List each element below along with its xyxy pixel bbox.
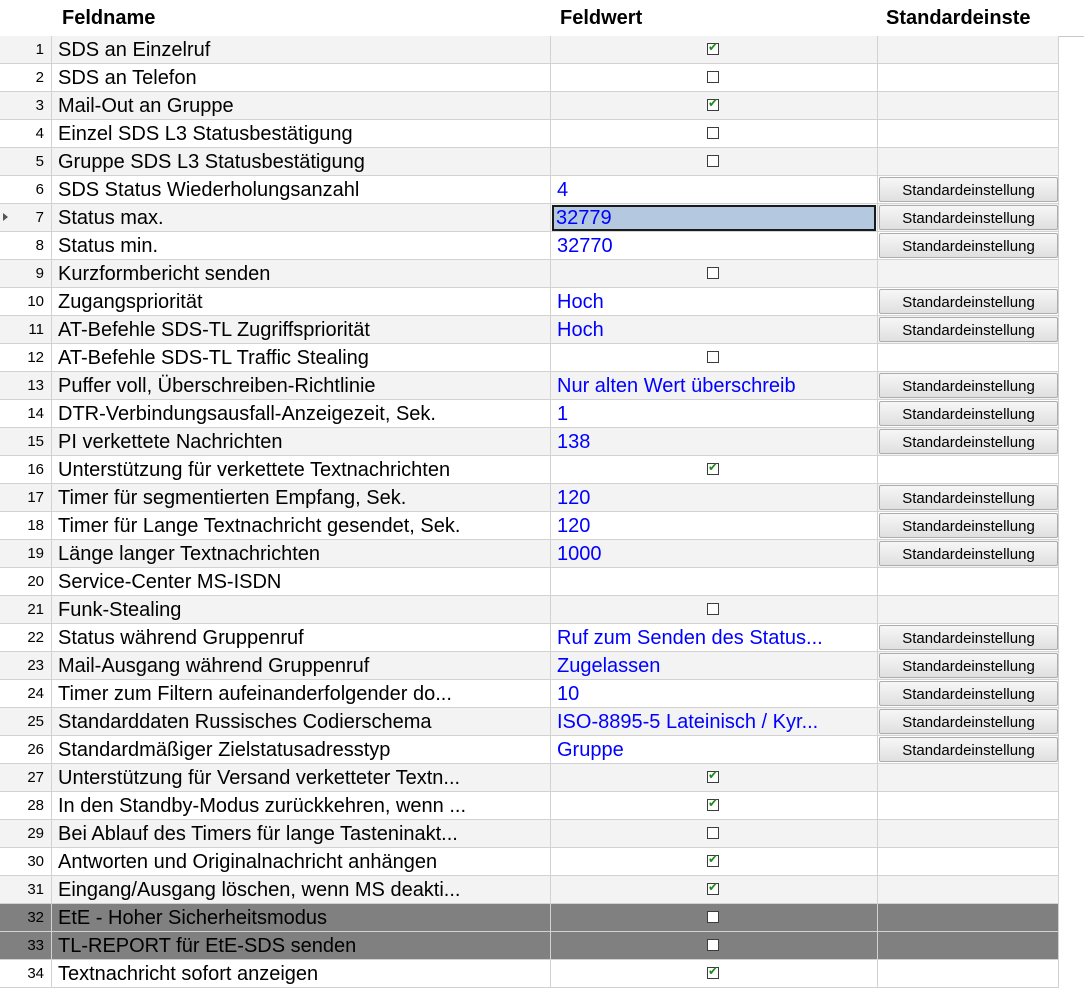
- field-value-text: 32770: [557, 235, 613, 257]
- field-value-text: Hoch: [557, 291, 604, 313]
- field-value-cell[interactable]: [550, 484, 877, 512]
- standardeinstellung-button[interactable]: Standardeinstellung: [879, 681, 1058, 706]
- default-setting-cell: [877, 568, 1059, 596]
- row-number[interactable]: 23: [27, 657, 44, 674]
- standardeinstellung-button[interactable]: Standardeinstellung: [879, 233, 1058, 258]
- field-value-cell[interactable]: [550, 512, 877, 540]
- field-value-cell[interactable]: [550, 736, 877, 764]
- standardeinstellung-button[interactable]: Standardeinstellung: [879, 289, 1058, 314]
- field-name-cell[interactable]: [51, 288, 550, 316]
- field-name-text: Unterstützung für verkettete Textnachrichten: [58, 459, 451, 481]
- field-value-cell[interactable]: [550, 204, 877, 232]
- field-name-text: SDS Status Wiederholungsanzahl: [58, 179, 360, 201]
- field-name-text: Status min.: [58, 235, 159, 257]
- field-value-cell[interactable]: [550, 596, 877, 624]
- default-setting-cell: [877, 876, 1059, 904]
- field-name-text: SDS an Einzelruf: [58, 39, 211, 61]
- table-row[interactable]: [0, 204, 1059, 232]
- standardeinstellung-button[interactable]: Standardeinstellung: [879, 485, 1058, 510]
- checkmark-icon: ✔: [708, 852, 719, 866]
- default-setting-cell: [877, 848, 1059, 876]
- field-name-text: Länge langer Textnachrichten: [58, 543, 321, 565]
- field-value-cell[interactable]: [550, 960, 877, 988]
- default-setting-cell: [877, 260, 1059, 288]
- field-name-text: Gruppe SDS L3 Statusbestätigung: [58, 151, 365, 173]
- checkmark-icon: ✔: [708, 964, 719, 978]
- field-name-text: Unterstützung für Versand verketteter Textn...: [58, 767, 461, 789]
- field-name-text: AT-Befehle SDS-TL Traffic Stealing: [58, 347, 369, 369]
- field-name-cell[interactable]: [51, 876, 550, 904]
- field-name-text: Status max.: [58, 207, 164, 229]
- row-number[interactable]: 16: [27, 461, 44, 478]
- row-number[interactable]: 32: [27, 909, 44, 926]
- field-name-cell[interactable]: [51, 764, 550, 792]
- field-name-text: PI verkettete Nachrichten: [58, 431, 283, 453]
- table-row[interactable]: [0, 848, 1059, 876]
- default-setting-cell: [877, 456, 1059, 484]
- field-value-cell[interactable]: [550, 288, 877, 316]
- field-value-cell[interactable]: [550, 848, 877, 876]
- field-value-cell[interactable]: [550, 904, 877, 932]
- field-name-text: DTR-Verbindungsausfall-Anzeigezeit, Sek.: [58, 403, 436, 425]
- standardeinstellung-button[interactable]: Standardeinstellung: [879, 177, 1058, 202]
- field-name-text: Textnachricht sofort anzeigen: [58, 963, 319, 985]
- field-value-cell[interactable]: [550, 456, 877, 484]
- default-setting-cell: [877, 176, 1059, 204]
- field-name-text: Antworten und Originalnachricht anhängen: [58, 851, 438, 873]
- field-name-cell[interactable]: [51, 792, 550, 820]
- checkbox-unchecked-icon[interactable]: [707, 155, 719, 167]
- default-setting-cell: [877, 764, 1059, 792]
- checkmark-icon: ✔: [708, 460, 719, 474]
- field-name-text: Standarddaten Russisches Codierschema: [58, 711, 432, 733]
- field-name-cell[interactable]: [51, 372, 550, 400]
- field-value-cell[interactable]: [550, 400, 877, 428]
- standardeinstellung-button[interactable]: Standardeinstellung: [879, 709, 1058, 734]
- default-setting-cell: [877, 232, 1059, 260]
- table-row[interactable]: [0, 316, 1059, 344]
- field-name-text: SDS an Telefon: [58, 67, 197, 89]
- row-number[interactable]: 7: [35, 209, 44, 226]
- default-setting-cell: [877, 64, 1059, 92]
- field-name-cell[interactable]: [51, 652, 550, 680]
- field-value-cell[interactable]: [550, 568, 877, 596]
- default-setting-cell: [877, 204, 1059, 232]
- field-name-cell[interactable]: [51, 204, 550, 232]
- field-value-cell[interactable]: [550, 92, 877, 120]
- field-name-cell[interactable]: [51, 148, 550, 176]
- default-setting-cell: [877, 736, 1059, 764]
- default-setting-cell: [877, 652, 1059, 680]
- table-row[interactable]: [0, 288, 1059, 316]
- field-name-cell[interactable]: [51, 232, 550, 260]
- table-row[interactable]: [0, 64, 1059, 92]
- table-row[interactable]: [0, 736, 1059, 764]
- field-value-cell[interactable]: [550, 36, 877, 64]
- checkbox-unchecked-icon[interactable]: [707, 267, 719, 279]
- field-name-cell[interactable]: [51, 428, 550, 456]
- table-row[interactable]: [0, 904, 1059, 932]
- field-value-cell[interactable]: [550, 876, 877, 904]
- column-header-feldname[interactable]: Feldname: [62, 7, 156, 29]
- row-number[interactable]: 5: [35, 153, 44, 170]
- checkbox-checked-icon[interactable]: [707, 40, 719, 55]
- default-setting-cell: [877, 344, 1059, 372]
- row-number[interactable]: 22: [27, 629, 44, 646]
- default-setting-cell: [877, 540, 1059, 568]
- default-setting-cell: [877, 932, 1059, 960]
- table-row[interactable]: [0, 624, 1059, 652]
- field-name-text: Bei Ablauf des Timers für lange Tasteninakt...: [58, 823, 458, 845]
- checkmark-icon: ✔: [708, 880, 719, 894]
- default-setting-cell: [877, 792, 1059, 820]
- field-name-cell[interactable]: [51, 596, 550, 624]
- column-header-standardeinstellung[interactable]: Standardeinste: [886, 7, 1031, 29]
- row-number[interactable]: 3: [35, 97, 44, 114]
- table-row[interactable]: [0, 92, 1059, 120]
- default-setting-cell: [877, 624, 1059, 652]
- row-number[interactable]: 8: [35, 237, 44, 254]
- field-name-cell[interactable]: [51, 568, 550, 596]
- field-value-cell[interactable]: [550, 316, 877, 344]
- field-value-text: 10: [557, 683, 580, 705]
- field-name-cell[interactable]: [51, 456, 550, 484]
- table-row[interactable]: [0, 960, 1059, 988]
- field-name-text: Standardmäßiger Zielstatusadresstyp: [58, 739, 391, 761]
- field-value-text: 1000: [557, 543, 602, 565]
- field-value-cell[interactable]: [550, 820, 877, 848]
- checkmark-icon: ✔: [708, 768, 719, 782]
- field-name-text: Puffer voll, Überschreiben-Richtlinie: [58, 375, 376, 397]
- field-name-text: TL-REPORT für EtE-SDS senden: [58, 935, 357, 957]
- row-number[interactable]: 18: [27, 517, 44, 534]
- table-row[interactable]: [0, 120, 1059, 148]
- field-value-text: Hoch: [557, 319, 604, 341]
- default-setting-cell: [877, 904, 1059, 932]
- table-row[interactable]: [0, 932, 1059, 960]
- row-number[interactable]: 28: [27, 797, 44, 814]
- default-setting-cell: [877, 316, 1059, 344]
- field-name-text: Status während Gruppenruf: [58, 627, 304, 649]
- checkbox-unchecked-icon[interactable]: [707, 603, 719, 615]
- default-setting-cell: [877, 484, 1059, 512]
- field-name-cell[interactable]: [51, 932, 550, 960]
- field-value-cell[interactable]: [550, 372, 877, 400]
- default-setting-cell: [877, 400, 1059, 428]
- default-setting-cell: [877, 36, 1059, 64]
- field-name-text: Einzel SDS L3 Statusbestätigung: [58, 123, 353, 145]
- checkbox-checked-icon[interactable]: [707, 852, 719, 867]
- field-name-text: Service-Center MS-ISDN: [58, 571, 282, 593]
- table-row[interactable]: [0, 176, 1059, 204]
- field-name-cell[interactable]: [51, 36, 550, 64]
- row-number[interactable]: 9: [35, 265, 44, 282]
- checkmark-icon: ✔: [708, 40, 719, 54]
- field-value-cell[interactable]: [550, 624, 877, 652]
- field-value-cell[interactable]: [550, 232, 877, 260]
- table-row[interactable]: [0, 36, 1059, 64]
- table-row[interactable]: [0, 456, 1059, 484]
- table-row[interactable]: [0, 540, 1059, 568]
- field-name-cell[interactable]: [51, 736, 550, 764]
- table-row[interactable]: [0, 792, 1059, 820]
- default-setting-cell: [877, 428, 1059, 456]
- standardeinstellung-button[interactable]: Standardeinstellung: [879, 737, 1058, 762]
- field-value-text: ISO-8895-5 Lateinisch / Kyr...: [557, 711, 819, 733]
- row-number[interactable]: 19: [27, 545, 44, 562]
- checkbox-unchecked-icon[interactable]: [707, 827, 719, 839]
- standardeinstellung-button[interactable]: Standardeinstellung: [879, 373, 1058, 398]
- standardeinstellung-button[interactable]: Standardeinstellung: [879, 513, 1058, 538]
- checkmark-icon: ✔: [708, 796, 719, 810]
- field-name-cell[interactable]: [51, 400, 550, 428]
- checkbox-unchecked-icon[interactable]: [707, 127, 719, 139]
- default-setting-cell: [877, 120, 1059, 148]
- table-row[interactable]: [0, 484, 1059, 512]
- table-row[interactable]: [0, 876, 1059, 904]
- default-setting-cell: [877, 92, 1059, 120]
- table-row[interactable]: [0, 708, 1059, 736]
- field-value-text: 32779: [556, 207, 612, 229]
- field-name-cell[interactable]: [51, 960, 550, 988]
- table-row[interactable]: [0, 260, 1059, 288]
- row-number[interactable]: 4: [35, 125, 44, 142]
- default-setting-cell: [877, 820, 1059, 848]
- field-name-text: Mail-Ausgang während Gruppenruf: [58, 655, 370, 677]
- row-number[interactable]: 2: [35, 69, 44, 86]
- column-header-feldwert[interactable]: Feldwert: [560, 7, 643, 29]
- field-value-cell[interactable]: [550, 344, 877, 372]
- table-row[interactable]: [0, 232, 1059, 260]
- field-name-text: In den Standby-Modus zurückkehren, wenn ...: [58, 795, 467, 817]
- field-name-cell[interactable]: [51, 540, 550, 568]
- field-value-cell[interactable]: [550, 792, 877, 820]
- row-number[interactable]: 17: [27, 489, 44, 506]
- field-value-text: 4: [557, 179, 569, 201]
- row-number[interactable]: 33: [27, 937, 44, 954]
- default-setting-cell: [877, 960, 1059, 988]
- checkbox-checked-icon[interactable]: [707, 96, 719, 111]
- table-row[interactable]: [0, 344, 1059, 372]
- checkbox-unchecked-icon[interactable]: [707, 911, 719, 923]
- field-name-cell[interactable]: [51, 260, 550, 288]
- checkbox-checked-icon[interactable]: [707, 964, 719, 979]
- row-number[interactable]: 20: [27, 573, 44, 590]
- row-number[interactable]: 10: [27, 293, 44, 310]
- row-number[interactable]: 11: [28, 321, 44, 338]
- field-value-text: 120: [557, 515, 591, 537]
- default-setting-cell: [877, 372, 1059, 400]
- field-name-text: Mail-Out an Gruppe: [58, 95, 234, 117]
- checkbox-unchecked-icon[interactable]: [707, 351, 719, 363]
- row-number[interactable]: 12: [27, 349, 44, 366]
- field-value-cell[interactable]: [550, 708, 877, 736]
- table-row[interactable]: [0, 596, 1059, 624]
- field-name-cell[interactable]: [51, 680, 550, 708]
- field-name-cell[interactable]: [51, 92, 550, 120]
- field-value-cell[interactable]: [550, 764, 877, 792]
- standardeinstellung-button[interactable]: Standardeinstellung: [879, 401, 1058, 426]
- table-row[interactable]: [0, 148, 1059, 176]
- row-number[interactable]: 26: [27, 741, 44, 758]
- field-value-text: Nur alten Wert überschreib: [557, 375, 796, 397]
- field-value-cell[interactable]: [550, 428, 877, 456]
- field-name-text: Kurzformbericht senden: [58, 263, 271, 285]
- field-value-cell[interactable]: [550, 932, 877, 960]
- field-name-cell[interactable]: [51, 904, 550, 932]
- field-value-cell[interactable]: [550, 148, 877, 176]
- row-number[interactable]: 30: [27, 853, 44, 870]
- row-number[interactable]: 25: [27, 713, 44, 730]
- default-setting-cell: [877, 288, 1059, 316]
- field-name-text: Funk-Stealing: [58, 599, 182, 621]
- table-row[interactable]: [0, 400, 1059, 428]
- field-value-cell[interactable]: [550, 652, 877, 680]
- field-value-text: Ruf zum Senden des Status...: [557, 627, 823, 649]
- row-number[interactable]: 21: [27, 601, 44, 618]
- row-number[interactable]: 13: [27, 377, 44, 394]
- table-row[interactable]: [0, 680, 1059, 708]
- field-name-text: Timer für segmentierten Empfang, Sek.: [58, 487, 407, 509]
- default-setting-cell: [877, 512, 1059, 540]
- field-value-text: Gruppe: [557, 739, 624, 761]
- field-value-cell[interactable]: [550, 260, 877, 288]
- field-name-text: Zugangspriorität: [58, 291, 203, 313]
- row-number[interactable]: 15: [27, 433, 44, 450]
- field-name-text: EtE - Hoher Sicherheitsmodus: [58, 907, 328, 929]
- field-name-cell[interactable]: [51, 316, 550, 344]
- field-value-cell[interactable]: [550, 680, 877, 708]
- row-number[interactable]: 27: [27, 769, 44, 786]
- field-value-text: 138: [557, 431, 591, 453]
- default-setting-cell: [877, 596, 1059, 624]
- field-name-cell[interactable]: [51, 484, 550, 512]
- table-row[interactable]: [0, 652, 1059, 680]
- checkbox-checked-icon[interactable]: [707, 460, 719, 475]
- standardeinstellung-button[interactable]: Standardeinstellung: [879, 541, 1058, 566]
- table-row[interactable]: [0, 512, 1059, 540]
- checkbox-unchecked-icon[interactable]: [707, 71, 719, 83]
- default-setting-cell: [877, 148, 1059, 176]
- field-value-cell[interactable]: [550, 120, 877, 148]
- field-name-cell[interactable]: [51, 512, 550, 540]
- row-number[interactable]: 6: [35, 181, 44, 198]
- field-name-cell[interactable]: [51, 708, 550, 736]
- field-name-text: AT-Befehle SDS-TL Zugriffspriorität: [58, 319, 370, 341]
- field-name-cell[interactable]: [51, 120, 550, 148]
- field-name-cell[interactable]: [51, 176, 550, 204]
- field-name-text: Timer zum Filtern aufeinanderfolgender do...: [58, 683, 452, 705]
- default-setting-cell: [877, 708, 1059, 736]
- standardeinstellung-button[interactable]: Standardeinstellung: [879, 317, 1058, 342]
- field-value-cell[interactable]: [550, 176, 877, 204]
- standardeinstellung-button[interactable]: Standardeinstellung: [879, 429, 1058, 454]
- standardeinstellung-button[interactable]: Standardeinstellung: [879, 653, 1058, 678]
- field-name-text: Eingang/Ausgang löschen, wenn MS deakti...: [58, 879, 461, 901]
- default-setting-cell: [877, 680, 1059, 708]
- field-name-cell[interactable]: [51, 848, 550, 876]
- field-name-text: Timer für Lange Textnachricht gesendet, Sek.: [58, 515, 461, 537]
- row-number[interactable]: 29: [27, 825, 44, 842]
- checkmark-icon: ✔: [708, 96, 719, 110]
- field-value-text: 1: [557, 403, 569, 425]
- checkbox-checked-icon[interactable]: [707, 768, 719, 783]
- row-number[interactable]: 31: [27, 881, 44, 898]
- table-row[interactable]: [0, 372, 1059, 400]
- field-name-cell[interactable]: [51, 344, 550, 372]
- checkbox-unchecked-icon[interactable]: [707, 939, 719, 951]
- row-number[interactable]: 14: [27, 405, 44, 422]
- field-name-cell[interactable]: [51, 624, 550, 652]
- checkbox-checked-icon[interactable]: [707, 796, 719, 811]
- checkbox-checked-icon[interactable]: [707, 880, 719, 895]
- field-value-cell[interactable]: [550, 64, 877, 92]
- standardeinstellung-button[interactable]: Standardeinstellung: [879, 625, 1058, 650]
- field-value-text: Zugelassen: [557, 655, 661, 677]
- table-row[interactable]: [0, 820, 1059, 848]
- field-value-cell[interactable]: [550, 540, 877, 568]
- row-number[interactable]: 1: [35, 41, 44, 58]
- table-row[interactable]: [0, 428, 1059, 456]
- grid-header: [0, 0, 1084, 37]
- field-name-cell[interactable]: [51, 64, 550, 92]
- table-row[interactable]: [0, 764, 1059, 792]
- field-value-text: 120: [557, 487, 591, 509]
- table-row[interactable]: [0, 568, 1059, 596]
- row-number[interactable]: 24: [27, 685, 44, 702]
- field-name-cell[interactable]: [51, 820, 550, 848]
- standardeinstellung-button[interactable]: Standardeinstellung: [879, 205, 1058, 230]
- row-number[interactable]: 34: [27, 965, 44, 982]
